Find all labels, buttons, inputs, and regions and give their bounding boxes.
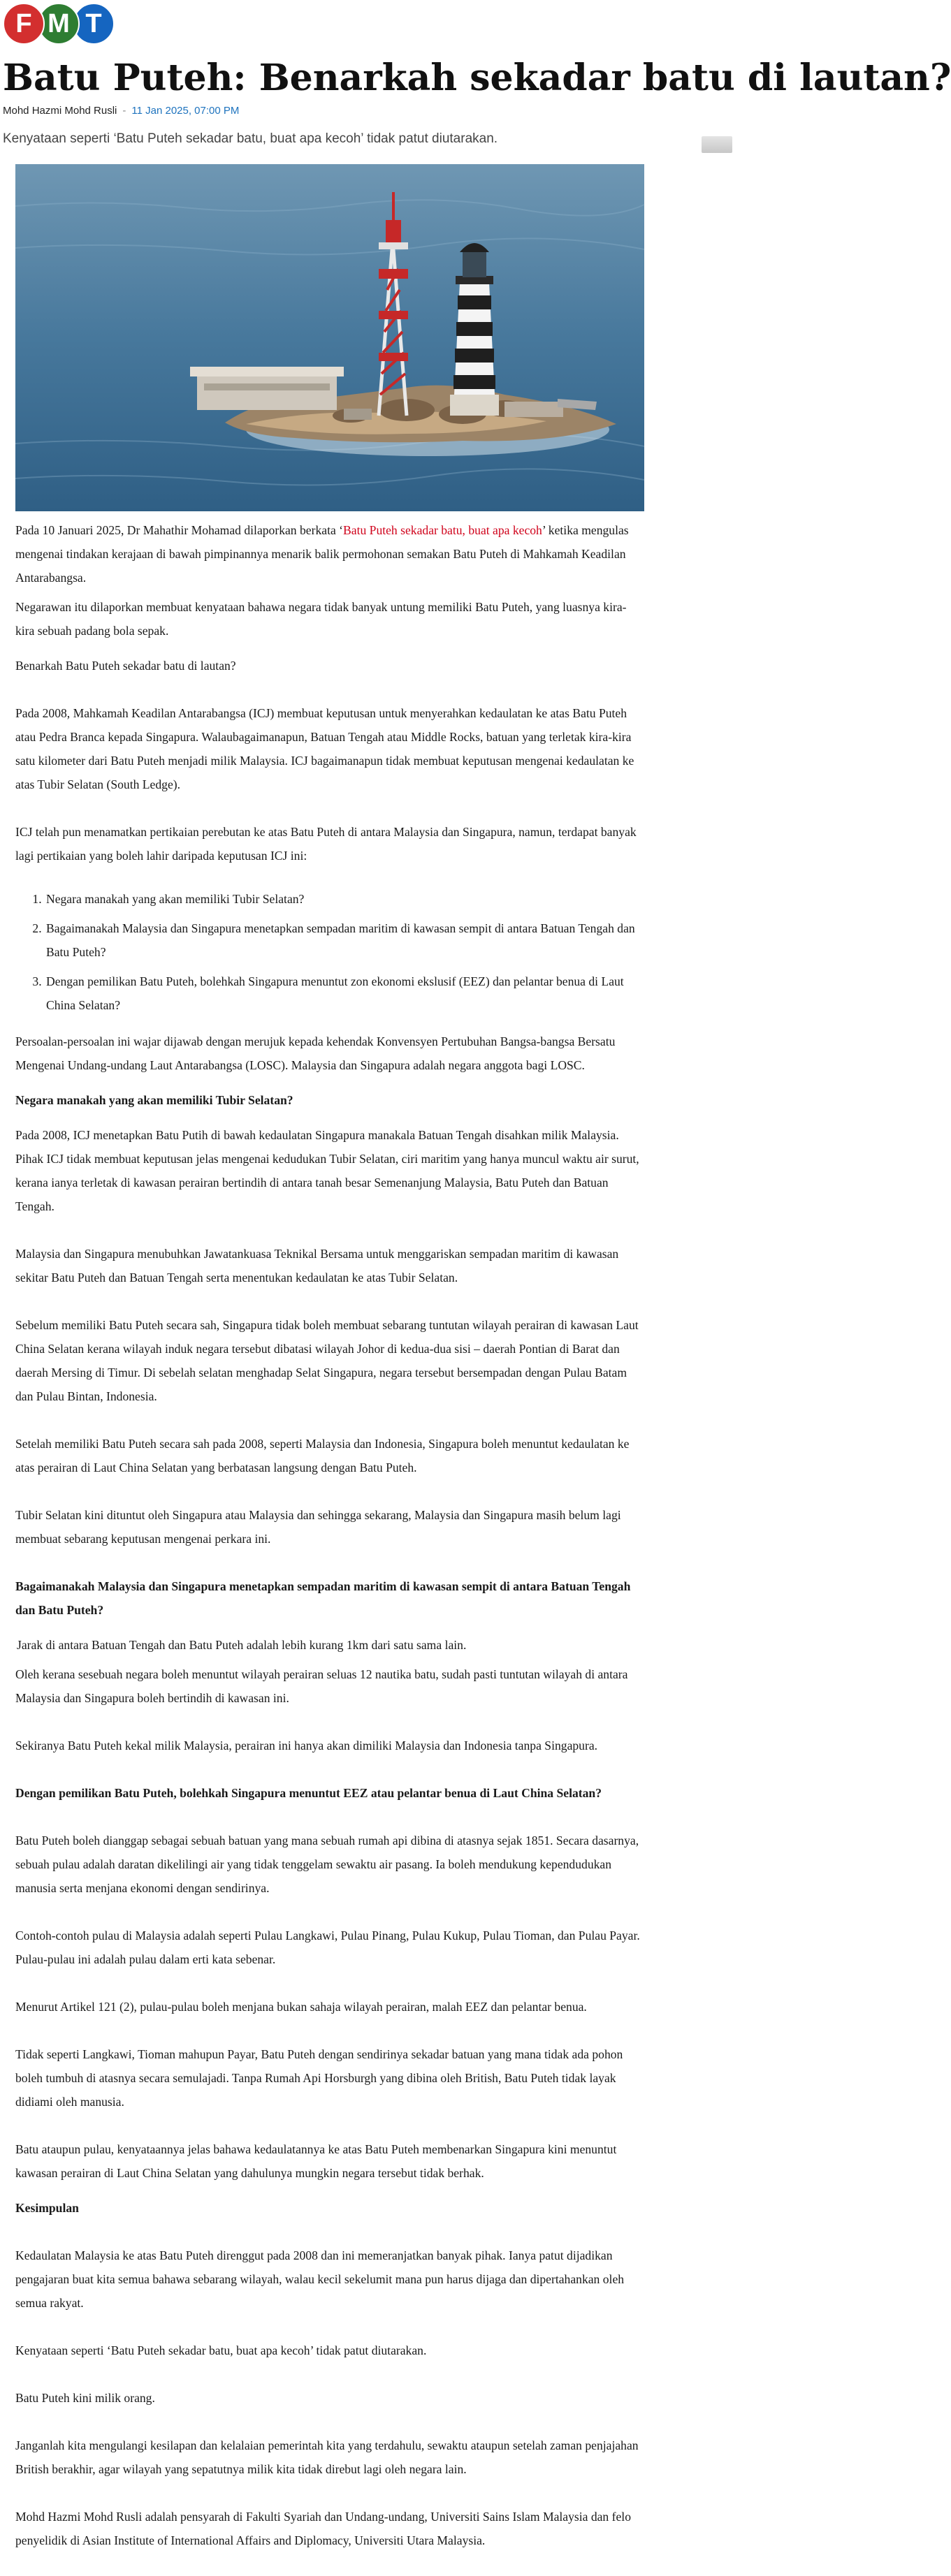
logo-letter-f: F xyxy=(3,3,45,45)
paragraph: Janganlah kita mengulangi kesilapan dan kelalaian pemerintah kita yang terdahulu, sewaktu ataupun setelah zaman penjajahan British berakhir, agar wilayah yang sepatutnya milik kita tidak direbut lagi oleh negara lain. xyxy=(15,2438,639,2476)
paragraph: Setelah memiliki Batu Puteh secara sah pada 2008, seperti Malaysia dan Indonesia, Singapura boleh menuntut kedaulatan ke atas perairan di Laut China Selatan yang berbatasan langsung dengan Batu Puteh. xyxy=(15,1437,630,1474)
article-lede: Kenyataan seperti ‘Batu Puteh sekadar batu, buat apa kecoh’ tidak patut diutarakan. xyxy=(3,131,498,146)
section-heading: Bagaimanakah Malaysia dan Singapura menetapkan sempadan maritim di kawasan sempit di antara Batuan Tengah dan Batu Puteh? xyxy=(15,1579,631,1617)
paragraph: Kedaulatan Malaysia ke atas Batu Puteh direnggut pada 2008 dan ini memeranjatkan banyak pihak. Ianya patut dijadikan pengajaran buat kita semua bahawa sebarang wilayah, walau kecil sekelumit mana pun harus dijaga dan dipertahankan oleh semua rakyat. xyxy=(15,2248,625,2310)
list-item: 2. Bagaimanakah Malaysia dan Singapura menetapkan sempadan maritim di kawasan sempit di antara Batuan Tengah dan Batu Puteh? xyxy=(45,916,644,964)
paragraph: Contoh-contoh pulau di Malaysia adalah seperti Pulau Langkawi, Pulau Pinang, Pulau Kukup, Pulau Tioman, dan Pulau Payar. Pulau-pulau ini adalah pulau dalam erti kata sebenar. xyxy=(15,1929,640,1966)
paragraph: Tubir Selatan kini dituntut oleh Singapura atau Malaysia dan sehingga sekarang, Malaysia dan Singapura masih belum lagi membuat sebarang keputusan mengenai perkara ini. xyxy=(15,1508,621,1546)
paragraph: Batu Puteh boleh dianggap sebagai sebuah batuan yang mana sebuah rumah api dibina di atasnya sejak 1851. Secara dasarnya, sebuah pulau adalah daratan dikelilingi air yang tidak tenggelam sewaktu air pasang. Ia boleh mendukung kependudukan manusia serta menjana ekonomi dengan sendirinya. xyxy=(15,1834,639,1895)
paragraph: Batu Puteh kini milik orang. xyxy=(15,2391,155,2405)
paragraph: Persoalan-persoalan ini wajar dijawab dengan merujuk kepada kehendak Konvensyen Pertubuhan Bangsa-bangsa Bersatu Mengenai Undang-undang Laut Antarabangsa (LOSC). Malaysia dan Singapura adalah negara anggota bagi LOSC. xyxy=(15,1034,616,1072)
paragraph: Malaysia dan Singapura menubuhkan Jawatankuasa Teknikal Bersama untuk menggariskan sempadan maritim di kawasan sekitar Batu Puteh dan Batuan Tengah serta menentukan kedaulatan ke atas Tubir Selatan. xyxy=(15,1247,619,1285)
logo-letter-t: T xyxy=(73,3,115,45)
paragraph: Sebelum memiliki Batu Puteh secara sah, Singapura tidak boleh membuat sebarang tuntutan wilayah perairan di kawasan Laut China Selatan kerana wilayah induk negara tersebut dibatasi wilayah Johor di kedua-dua sisi – daerah Pontian di Barat dan daerah Mersing di Timur. Di sebelah selatan menghadap Selat Singapura, negara tersebut bersempadan dengan Pulau Batam dan Pulau Bintan, Indonesia. xyxy=(15,1318,639,1403)
paragraph: Benarkah Batu Puteh sekadar batu di lautan? xyxy=(15,659,236,673)
section-heading: Negara manakah yang akan memiliki Tubir Selatan? xyxy=(15,1093,293,1107)
page-title: Batu Puteh: Benarkah sekadar batu di lautan? xyxy=(3,57,951,99)
paragraph: Pada 2008, ICJ menetapkan Batu Putih di bawah kedaulatan Singapura manakala Batuan Tengah disahkan milik Malaysia. Pihak ICJ tidak membuat keputusan jelas mengenai kedudukan Tubir Selatan, ciri maritim yang hanya muncul waktu air surut, kerana ianya terletak di kawasan perairan bertindih di antara tanah besar Semenanjung Malaysia, Batu Puteh dan Batuan Tengah. xyxy=(15,1128,639,1213)
paragraph: Pada 2008, Mahkamah Keadilan Antarabangsa (ICJ) membuat keputusan untuk menyerahkan kedaulatan ke atas Batu Puteh atau Pedra Branca kepada Singapura. Walaubagaimanapun, Batuan Tengah atau Middle Rocks, batuan yang terletak kira-kira satu kilometer dari Batu Puteh menjadi milik Malaysia. ICJ bagaimanapun tidak membuat keputusan mengenai kedaulatan ke atas Tubir Selatan (South Ledge). xyxy=(15,706,634,791)
list-item: 1. Negara manakah yang akan memiliki Tubir Selatan? xyxy=(45,887,644,911)
lighthouse-island-photo xyxy=(15,164,644,511)
paragraph: Negarawan itu dilaporkan membuat kenyataan bahawa negara tidak banyak untung memiliki Batu Puteh, yang luasnya kira-kira sebuah padang bola sepak. xyxy=(15,600,627,638)
paragraph: Oleh kerana sesebuah negara boleh menuntut wilayah perairan seluas 12 nautika batu, sudah pasti tuntutan wilayah di antara Malaysia dan Singapura boleh bertindih di kawasan ini. xyxy=(15,1667,628,1705)
paragraph: ICJ telah pun menamatkan pertikaian perebutan ke atas Batu Puteh di antara Malaysia dan Singapura, namun, terdapat banyak lagi pertikaian yang boleh lahir daripada keputusan ICJ ini: xyxy=(15,825,637,863)
paragraph: Pada 10 Januari 2025, Dr Mahathir Mohamad dilaporkan berkata ‘Batu Puteh sekadar batu, buat apa kecoh’ ketika mengulas mengenai tindakan kerajaan di bawah pimpinannya menarik balik permohonan semakan Batu Puteh di Mahkamah Keadilan Antarabangsa. xyxy=(15,523,629,585)
byline-separator: - xyxy=(122,105,126,117)
article-body xyxy=(15,518,644,2576)
section-heading: Kesimpulan xyxy=(15,2201,79,2215)
sidebar-ad-thumbnail[interactable] xyxy=(702,136,732,153)
paragraph: Menurut Artikel 121 (2), pulau-pulau boleh menjana bukan sahaja wilayah perairan, malah EEZ dan pelantar benua. xyxy=(15,2000,587,2014)
paragraph: Tidak seperti Langkawi, Tioman mahupun Payar, Batu Puteh dengan sendirinya sekadar batuan yang mana tidak ada pohon boleh tumbuh di atasnya secara semulajadi. Tanpa Rumah Api Horsburgh yang dibina oleh British, Batu Puteh tidak layak didiami oleh manusia. xyxy=(15,2047,623,2109)
paragraph: Jarak di antara Batuan Tengah dan Batu Puteh adalah lebih kurang 1km dari satu sama lain. xyxy=(17,1638,467,1652)
author-bio: Mohd Hazmi Mohd Rusli adalah pensyarah di Fakulti Syariah dan Undang-undang, Universiti Sains Islam Malaysia dan felo penyelidik di Asian Institute of International Affairs and Diplomacy, Universiti Utara Malaysia. xyxy=(15,2510,631,2547)
paragraph: Batu ataupun pulau, kenyataannya jelas bahawa kedaulatannya ke atas Batu Puteh membenarkan Singapura kini menuntut kawasan perairan di Laut China Selatan yang dahulunya mungkin negara tersebut tidak berhak. xyxy=(15,2142,617,2180)
paragraph: Sekiranya Batu Puteh kekal milik Malaysia, perairan ini hanya akan dimiliki Malaysia dan Indonesia tanpa Singapura. xyxy=(15,1739,598,1752)
section-heading: Dengan pemilikan Batu Puteh, bolehkah Singapura menuntut EEZ atau pelantar benua di Laut China Selatan? xyxy=(15,1786,602,1800)
list-item: 3. Dengan pemilikan Batu Puteh, bolehkah Singapura menuntut zon ekonomi ekslusif (EEZ) dan pelantar benua di Laut China Selatan? xyxy=(45,969,644,1017)
paragraph: Kenyataan seperti ‘Batu Puteh sekadar batu, buat apa kecoh’ tidak patut diutarakan. xyxy=(15,2343,427,2357)
hero-image xyxy=(15,164,644,511)
logo-letter-m: M xyxy=(38,3,80,45)
author-link[interactable]: Mohd Hazmi Mohd Rusli xyxy=(3,105,117,117)
question-list xyxy=(31,887,644,1017)
publish-date: 11 Jan 2025, 07:00 PM xyxy=(131,105,240,117)
byline xyxy=(3,105,239,117)
fmt-logo[interactable] xyxy=(3,3,108,49)
quote-link[interactable]: Batu Puteh sekadar batu, buat apa kecoh xyxy=(343,523,542,537)
